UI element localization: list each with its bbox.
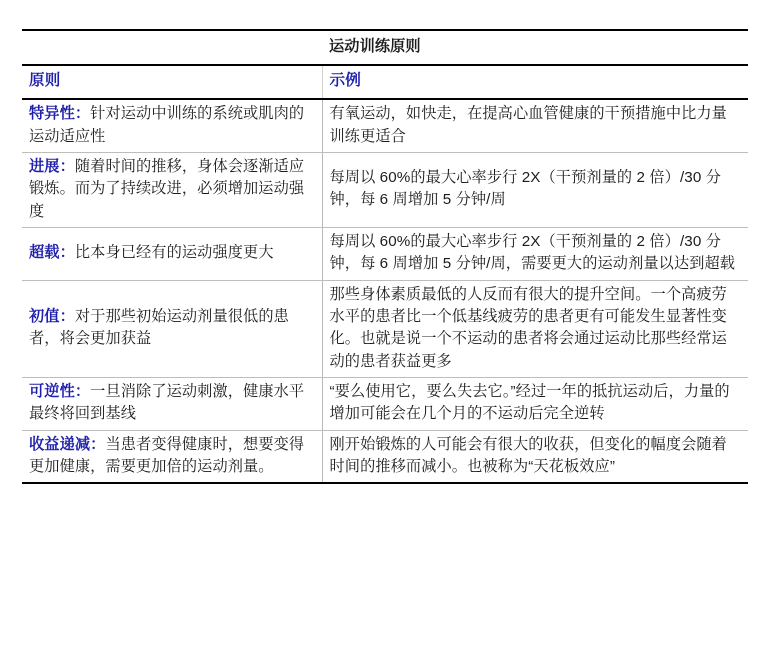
example-text: 每周以 60%的最大心率步行 2X（干预剂量的 2 倍）/30 分钟，每 6 周增加 5 分钟/周 [329,169,721,209]
example-text: 刚开始锻炼的人可能会有很大的收获，但变化的幅度会随着时间的推移而减小。也被称为“天花板效应” [329,435,727,476]
column-header-row [22,65,748,99]
principle-text [29,306,312,351]
principle-colon: ： [74,105,91,123]
principle-text [29,103,312,148]
table-row [22,152,748,227]
table-row [22,99,748,152]
table-body [22,30,748,483]
example-cell [322,99,748,152]
principle-colon: ： [74,383,91,401]
principle-text [29,381,312,426]
example-text: 每周以 60%的最大心率步行 2X（干预剂量的 2 倍）/30 分钟，每 6 周增加 5 分钟/周，需要更大的运动剂量以达到超载 [329,232,736,273]
column-header-principle-label: 原则 [29,72,61,90]
principle-description: 随着时间的推移，身体会逐渐适应锻炼。而为了持续改进，必须增加运动强度 [29,157,305,220]
principle-term: 初值 [29,308,60,326]
principle-term: 进展 [29,157,60,175]
principle-description: 比本身已经有的运动强度更大 [74,244,274,262]
example-text: 有氧运动，如快走，在提高心血管健康的干预措施中比力量训练更适合 [329,105,727,145]
principle-colon: ： [90,435,106,453]
table-title-row [22,30,748,65]
principle-colon: ： [59,308,75,326]
example-text: “要么使用它，要么失去它。”经过一年的抵抗运动后，力量的增加可能会在几个月的不运动后完全逆转 [329,383,730,423]
table-row [22,378,748,431]
table-row [22,280,748,377]
principle-term: 收益递减 [29,435,91,453]
principle-description: 针对运动中训练的系统或肌肉的运动适应性 [29,105,305,145]
table-row [22,227,748,280]
principle-cell [22,99,322,152]
column-header-principle-cell [22,65,322,99]
principle-term: 超载 [29,244,60,262]
example-cell [322,378,748,431]
principle-cell [22,378,322,431]
principle-text [29,156,312,223]
principles-table-wrapper [22,29,748,484]
example-cell [322,280,748,377]
title-row-blank-cell [22,30,322,65]
principle-term: 特异性 [29,105,75,123]
principle-term: 可逆性 [29,383,75,401]
principle-colon: ： [59,157,75,175]
principle-cell [22,280,322,377]
table-title: 运动训练原则 [322,30,748,65]
principle-cell [22,227,322,280]
example-cell [322,227,748,280]
example-text: 那些身体素质最低的人反而有很大的提升空间。一个高疲劳水平的患者比一个低基线疲劳的患者更有可能发生显著性变化。也就是说一个不运动的患者将会通过运动比那些经常运动的患者获益更多 [329,285,727,370]
principle-colon: ： [59,244,75,262]
principle-description: 一旦消除了运动刺激，健康水平最终将回到基线 [29,383,305,423]
example-cell [322,152,748,227]
column-header-example-label: 示例 [329,72,361,90]
principle-cell [22,152,322,227]
exercise-training-principles-table [22,29,748,484]
principle-cell [22,430,322,483]
principle-description: 当患者变得健康时，想要变得更加健康，需要更加倍的运动剂量。 [29,435,305,476]
principle-text [29,242,312,264]
principle-text [29,434,312,479]
table-row [22,430,748,483]
principle-description: 对于那些初始运动剂量很低的患者，将会更加获益 [29,308,289,348]
column-header-example-cell [322,65,748,99]
example-cell [322,430,748,483]
